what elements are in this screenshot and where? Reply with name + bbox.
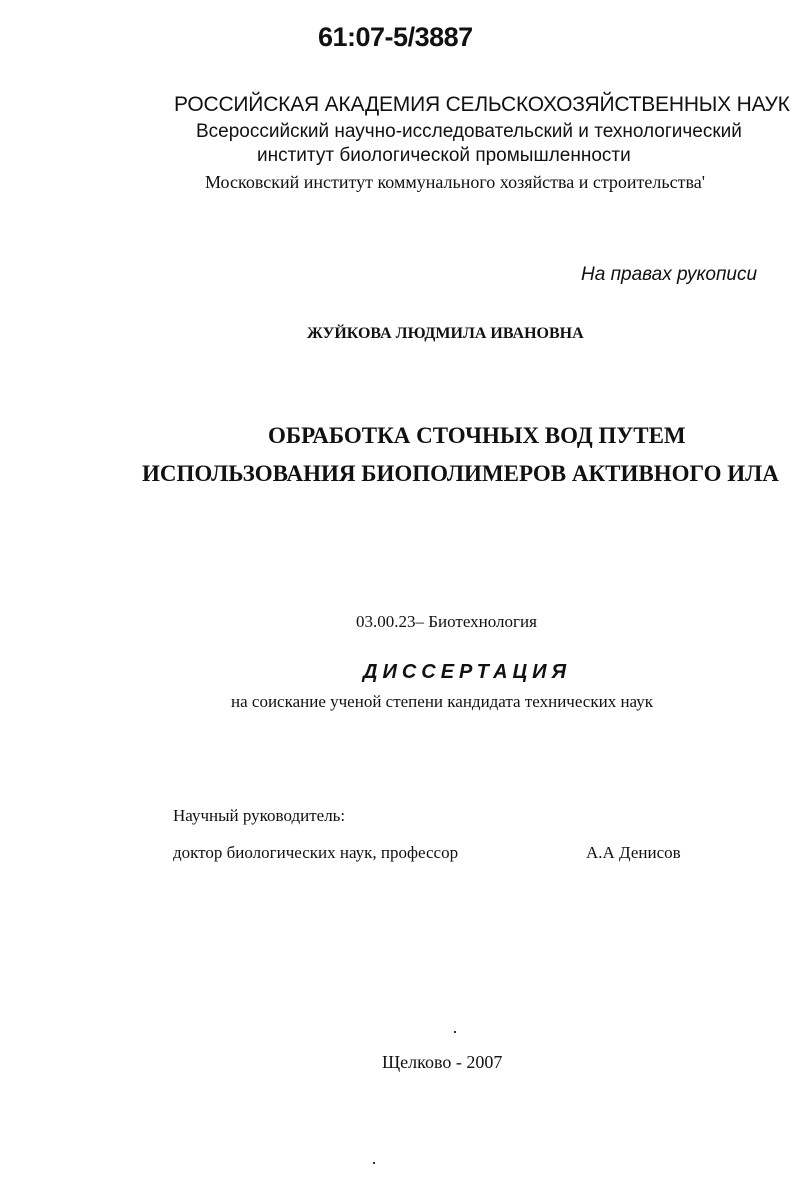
scan-speck — [454, 1031, 456, 1033]
thesis-title-line1: ОБРАБОТКА СТОЧНЫХ ВОД ПУТЕМ — [268, 423, 686, 448]
scan-speck — [373, 1162, 375, 1164]
author-name: ЖУЙКОВА ЛЮДМИЛА ИВАНОВНА — [307, 325, 584, 342]
institute-name-line1: Всероссийский научно-исследовательский и технологический — [196, 121, 742, 142]
supervisor-title: доктор биологических наук, профессор — [173, 843, 459, 862]
moscow-institute-name: Московский институт коммунального хозяйства и строительства' — [205, 172, 705, 192]
supervisor-name: А.А Денисов — [586, 843, 681, 862]
registration-code: 61:07-5/3887 — [318, 22, 473, 52]
specialty-code: 03.00.23– Биотехнология — [356, 612, 537, 631]
thesis-title-line2: ИСПОЛЬЗОВАНИЯ БИОПОЛИМЕРОВ АКТИВНОГО ИЛА — [142, 461, 779, 486]
city-year: Щелково - 2007 — [382, 1052, 503, 1072]
supervisor-label: Научный руководитель: — [173, 806, 346, 825]
institute-name-line2: институт биологической промышленности — [257, 145, 631, 166]
rights-note: На правах рукописи — [581, 264, 758, 285]
degree-description: на соискание ученой степени кандидата технических наук — [231, 692, 654, 711]
document-type: ДИССЕРТАЦИЯ — [363, 661, 572, 683]
academy-name: РОССИЙСКАЯ АКАДЕМИЯ СЕЛЬСКОХОЗЯЙСТВЕННЫХ НАУК — [174, 93, 790, 116]
